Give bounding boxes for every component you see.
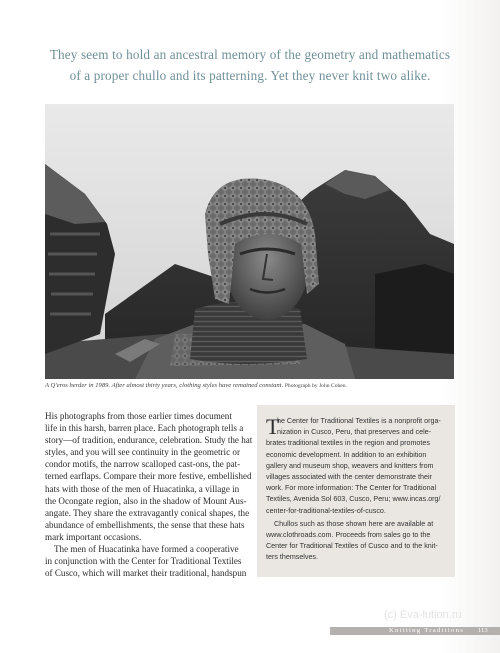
sidebar-text: [266, 416, 452, 564]
sidebar-line: villages associated with the center demonstrate their: [266, 473, 432, 482]
herder-photograph: [45, 104, 454, 379]
body-line: life in this harsh, barren place. Each photograph tells a: [45, 423, 244, 434]
body-line: condor motifs, the narrow scalloped cast-ons, the pat-: [45, 459, 241, 470]
sidebar-box: [257, 405, 455, 577]
caption-credit: Photograph by John Cohen.: [284, 383, 347, 389]
running-footer-title: Knitting Traditions: [389, 627, 465, 634]
sidebar-line: work. For more information: The Center for Traditional: [266, 484, 437, 493]
body-line: the Ocongate region, also in the shadow of Mount Aus-: [45, 495, 247, 506]
sidebar-line: Textiles, Avenida Sol 603, Cusco, Peru; www.incas.org/: [266, 495, 441, 504]
body-line: story—of tradition, endurance, celebration. Study the hat: [45, 435, 253, 446]
sidebar-line: he Center for Traditional Textiles is a nonprofit orga-: [277, 417, 441, 425]
sidebar-line: gallery and museum shop, weavers and knitters from: [266, 461, 434, 470]
body-line: in conjunction with the Center for Traditional Textiles: [45, 556, 242, 567]
body-line: mark important occasions.: [45, 531, 142, 542]
watermark: (c) Eva-lution.ru: [384, 609, 462, 621]
photo-caption: [45, 381, 455, 391]
sidebar-line: Chullos such as those shown here are available at: [274, 519, 434, 528]
body-text-column: [45, 410, 255, 579]
sidebar-line: nization in Cusco, Peru, that preserves and cele-: [277, 428, 432, 437]
drop-cap: T: [266, 414, 280, 439]
body-line: hats with those of the men of Huacatinka, a village in: [45, 483, 240, 494]
sidebar-line: brates traditional textiles in the region and promotes: [266, 439, 430, 448]
pull-quote-line-2: of a proper chullo and its patterning. Yet they never knit two alike.: [69, 68, 431, 83]
sidebar-line: economic development. In addition to an exhibition: [266, 450, 427, 459]
body-line: terned earflaps. Compare their more festive, embellished: [45, 471, 252, 482]
pull-quote-line-1: They seem to hold an ancestral memory of the geometry and mathematics: [49, 47, 451, 62]
sidebar-line: center-for-traditional-textiles-of-cusco.: [266, 506, 386, 515]
body-line: His photographs from those earlier times document: [45, 411, 232, 421]
body-line: of Cusco, which will market their traditional, handspun: [45, 568, 247, 579]
pull-quote: [40, 44, 460, 86]
body-line: angate. They share the extravagantly conical shapes, the: [45, 507, 250, 518]
page-number: 113: [478, 627, 488, 634]
sidebar-line: ters themselves.: [266, 553, 318, 562]
caption-text: A Q'eros herder in 1989. After almost thirty years, clothing styles have remained constant.: [45, 382, 284, 389]
sidebar-line: Center for Traditional Textiles of Cusco and to the knit-: [266, 542, 438, 551]
body-line: styles, and you will see continuity in the geometric or: [45, 447, 240, 458]
body-line: abundance of embellishments, the sense that these hats: [45, 519, 245, 530]
body-line: The men of Huacatinka have formed a cooperative: [54, 544, 239, 555]
sidebar-line: www.clothroads.com. Proceeds from sales go to the: [266, 531, 431, 540]
